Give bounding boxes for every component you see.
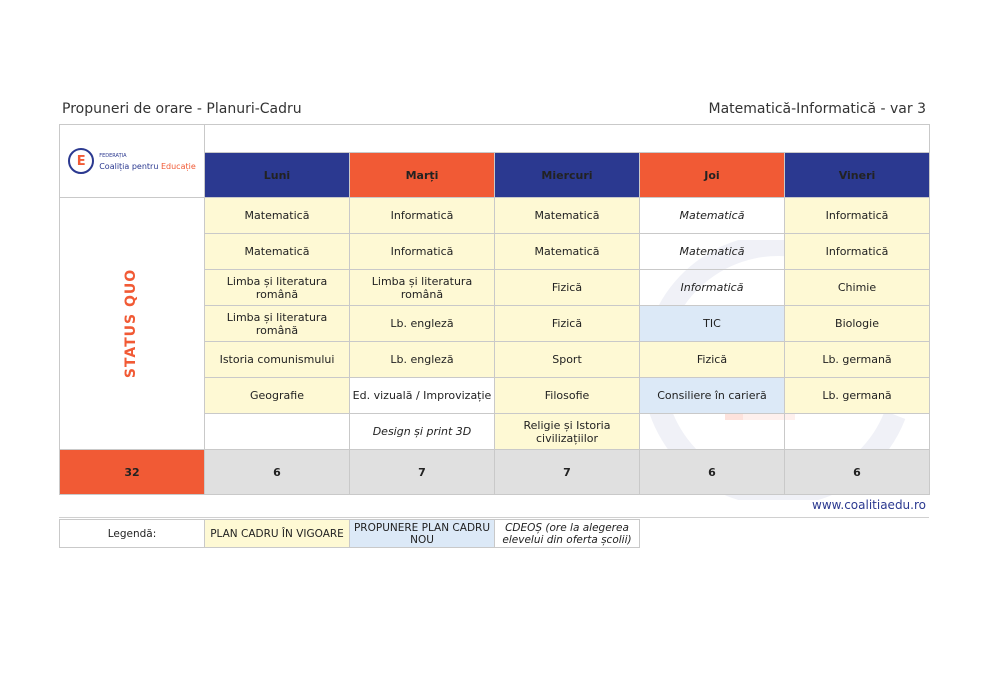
schedule-cell: Geografie bbox=[205, 378, 350, 414]
schedule-cell: Fizică bbox=[495, 270, 640, 306]
schedule-cell: Informatică bbox=[785, 198, 930, 234]
schedule-cell: Ed. vizuală / Improvizație bbox=[350, 378, 495, 414]
document-title: Propuneri de orare - Planuri-Cadru bbox=[62, 101, 302, 117]
schedule-cell: Matematică bbox=[495, 234, 640, 270]
coalitia-logo bbox=[62, 148, 202, 174]
schedule-cell: Lb. germană bbox=[785, 378, 930, 414]
schedule-cell: Informatică bbox=[350, 234, 495, 270]
logo-name: Coaliția pentru bbox=[99, 161, 159, 171]
schedule-cell: Istoria comunismului bbox=[205, 342, 350, 378]
schedule-cell: Sport bbox=[495, 342, 640, 378]
table-row bbox=[60, 198, 930, 234]
status-quo-cell bbox=[60, 198, 205, 450]
schedule-cell: Fizică bbox=[640, 342, 785, 378]
top-blank bbox=[205, 125, 930, 153]
day-header-marti: Marți bbox=[350, 153, 495, 198]
legend-cdeos: CDEOȘ (ore la alegerea elevelui din oferta școlii) bbox=[495, 520, 640, 548]
legend-table bbox=[59, 519, 640, 548]
schedule-table bbox=[59, 124, 930, 495]
logo-federation: FEDERAȚIA bbox=[99, 152, 127, 159]
day-total: 7 bbox=[350, 450, 495, 495]
schedule-cell: Lb. germană bbox=[785, 342, 930, 378]
day-header-joi: Joi bbox=[640, 153, 785, 198]
legend-new: PROPUNERE PLAN CADRU NOU bbox=[350, 520, 495, 548]
schedule-cell: Fizică bbox=[495, 306, 640, 342]
day-total: 6 bbox=[205, 450, 350, 495]
legend-label: Legendă: bbox=[60, 520, 205, 548]
document-subtitle: Matematică-Informatică - var 3 bbox=[708, 101, 926, 117]
schedule-cell: Matematică bbox=[640, 234, 785, 270]
schedule-cell: Matematică bbox=[640, 198, 785, 234]
schedule-cell bbox=[205, 414, 350, 450]
schedule-cell: Religie și Istoria civilizațiilor bbox=[495, 414, 640, 450]
day-total: 6 bbox=[640, 450, 785, 495]
schedule-cell: Limba și literatura română bbox=[205, 306, 350, 342]
schedule-cell: Limba și literatura română bbox=[205, 270, 350, 306]
day-total: 6 bbox=[785, 450, 930, 495]
logo-name-accent: Educație bbox=[160, 161, 196, 171]
schedule-cell bbox=[640, 414, 785, 450]
schedule-cell: Informatică bbox=[785, 234, 930, 270]
schedule-cell: Matematică bbox=[205, 198, 350, 234]
schedule-cell: Matematică bbox=[495, 198, 640, 234]
day-header-vineri: Vineri bbox=[785, 153, 930, 198]
status-quo-label: STATUS QUO bbox=[123, 268, 140, 379]
schedule-cell: Biologie bbox=[785, 306, 930, 342]
total-hours: 32 bbox=[60, 450, 205, 495]
schedule-cell: Design și print 3D bbox=[350, 414, 495, 450]
schedule-cell: Filosofie bbox=[495, 378, 640, 414]
schedule-cell: Consiliere în carieră bbox=[640, 378, 785, 414]
schedule-cell: Informatică bbox=[350, 198, 495, 234]
schedule-cell: Limba și literatura română bbox=[350, 270, 495, 306]
website-link[interactable]: www.coalitiaedu.ro bbox=[812, 498, 926, 512]
day-header-luni: Luni bbox=[205, 153, 350, 198]
schedule-cell: Lb. engleză bbox=[350, 342, 495, 378]
totals-row bbox=[60, 450, 930, 495]
schedule-cell: Chimie bbox=[785, 270, 930, 306]
schedule-cell: Matematică bbox=[205, 234, 350, 270]
schedule-cell: Informatică bbox=[640, 270, 785, 306]
schedule-cell: TIC bbox=[640, 306, 785, 342]
day-total: 7 bbox=[495, 450, 640, 495]
schedule-cell: Lb. engleză bbox=[350, 306, 495, 342]
logo-cell bbox=[60, 125, 205, 198]
logo-e-icon: E bbox=[68, 148, 94, 174]
schedule-cell bbox=[785, 414, 930, 450]
legend-in-force: PLAN CADRU ÎN VIGOARE bbox=[205, 520, 350, 548]
day-header-miercuri: Miercuri bbox=[495, 153, 640, 198]
divider bbox=[59, 517, 929, 518]
